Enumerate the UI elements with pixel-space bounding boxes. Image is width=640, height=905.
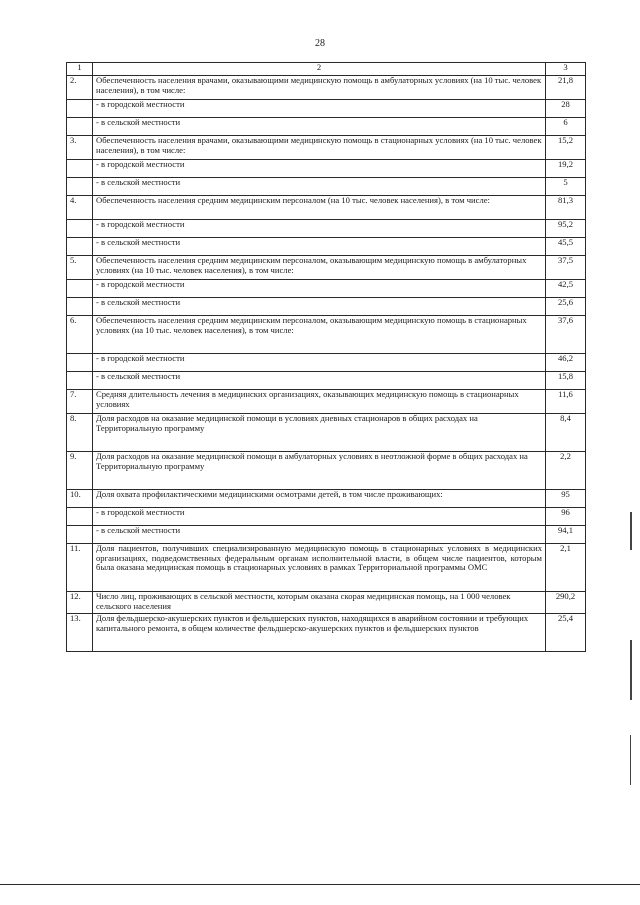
indicator-description: - в городской местности [93,100,546,118]
row-number [67,526,93,544]
indicator-value: 81,3 [546,196,586,220]
table-row [67,526,586,544]
row-number: 7. [67,390,93,414]
indicator-description: Доля пациентов, получивших специализированную медицинскую помощь в стационарных условиях в медицинских организациях, подведомственных федеральным органам исполнительной власти, в общем числе пациентов, которым была оказана медицинская помощь в стационарных условиях в рамках Территориальной программы ОМС [93,544,546,592]
indicator-value: 11,6 [546,390,586,414]
page-number: 28 [315,38,325,49]
row-number: 13. [67,614,93,652]
indicator-value: 46,2 [546,354,586,372]
indicator-value: 21,8 [546,76,586,100]
row-number: 5. [67,256,93,280]
indicator-description: - в сельской местности [93,298,546,316]
table-header-row [67,63,586,76]
row-number: 9. [67,452,93,490]
indicator-value: 37,6 [546,316,586,354]
indicator-description: Обеспеченность населения средним медицинским персоналом, оказывающим медицинскую помощь в амбулаторных условиях (на 10 тыс. человек населения), в том числе: [93,256,546,280]
table-row [67,544,586,592]
indicator-description: Обеспеченность населения врачами, оказывающими медицинскую помощь в амбулаторных условиях (на 10 тыс. человек населения), в том числе: [93,76,546,100]
indicator-value: 15,2 [546,136,586,160]
indicator-description: - в сельской местности [93,372,546,390]
row-number [67,118,93,136]
table-row [67,238,586,256]
indicator-description: Доля расходов на оказание медицинской помощи в амбулаторных условиях в неотложной форме в общих расходах на Территориальную программу [93,452,546,490]
row-number [67,280,93,298]
row-number [67,100,93,118]
scan-edge-mark [630,735,631,785]
row-number [67,178,93,196]
table-row [67,372,586,390]
indicator-description: Обеспеченность населения средним медицинским персоналом, оказывающим медицинскую помощь в стационарных условиях (на 10 тыс. человек населения), в том числе: [93,316,546,354]
table-row [67,592,586,614]
indicator-description: - в городской местности [93,280,546,298]
indicator-description: Доля фельдшерско-акушерских пунктов и фельдшерских пунктов, находящихся в аварийном состоянии и требующих капитального ремонта, в общем количестве фельдшерско-акушерских пунктов и фельдшерских пунктов [93,614,546,652]
indicator-description: - в городской местности [93,220,546,238]
indicator-value: 45,5 [546,238,586,256]
row-number: 3. [67,136,93,160]
table-row [67,118,586,136]
table-row [67,76,586,100]
header-col-3: 3 [546,63,586,76]
indicator-description: - в сельской местности [93,178,546,196]
indicator-description: Обеспеченность населения врачами, оказывающими медицинскую помощь в стационарных условиях (на 10 тыс. человек населения), в том числе: [93,136,546,160]
row-number [67,508,93,526]
indicator-value: 2,1 [546,544,586,592]
table-row [67,452,586,490]
row-number: 6. [67,316,93,354]
table-row [67,160,586,178]
row-number: 12. [67,592,93,614]
indicator-description: Средняя длительность лечения в медицинских организациях, оказывающих медицинскую помощь в стационарных условиях [93,390,546,414]
indicators-table [66,62,586,652]
indicator-description: - в сельской местности [93,526,546,544]
indicator-value: 2,2 [546,452,586,490]
row-number [67,160,93,178]
table-row [67,614,586,652]
indicator-value: 37,5 [546,256,586,280]
indicator-description: Обеспеченность населения средним медицинским персоналом (на 10 тыс. человек населения), в том числе: [93,196,546,220]
indicator-value: 95,2 [546,220,586,238]
indicator-value: 8,4 [546,414,586,452]
indicator-value: 28 [546,100,586,118]
indicator-value: 25,6 [546,298,586,316]
indicator-description: Доля охвата профилактическими медицинскими осмотрами детей, в том числе проживающих: [93,490,546,508]
row-number [67,238,93,256]
indicator-description: Доля расходов на оказание медицинской помощи в условиях дневных стационаров в общих расходах на Территориальную программу [93,414,546,452]
table-row [67,508,586,526]
indicator-value: 95 [546,490,586,508]
table-row [67,490,586,508]
table-row [67,298,586,316]
scan-edge-mark [630,640,632,700]
indicator-value: 25,4 [546,614,586,652]
table-row [67,220,586,238]
indicator-value: 5 [546,178,586,196]
table-row [67,100,586,118]
row-number [67,354,93,372]
indicator-description: - в городской местности [93,160,546,178]
header-col-1: 1 [67,63,93,76]
header-col-2: 2 [93,63,546,76]
indicator-value: 290,2 [546,592,586,614]
table-row [67,196,586,220]
indicator-value: 94,1 [546,526,586,544]
indicator-value: 19,2 [546,160,586,178]
table-row [67,136,586,160]
row-number [67,372,93,390]
indicator-value: 96 [546,508,586,526]
row-number: 2. [67,76,93,100]
row-number [67,298,93,316]
indicator-description: - в городской местности [93,508,546,526]
indicators-table-body [67,63,586,652]
indicator-value: 15,8 [546,372,586,390]
table-row [67,414,586,452]
table-row [67,316,586,354]
row-number: 11. [67,544,93,592]
table-row [67,178,586,196]
table-row [67,280,586,298]
table-row [67,256,586,280]
table-row [67,354,586,372]
indicator-description: Число лиц, проживающих в сельской местности, которым оказана скорая медицинская помощь, на 1 000 человек сельского населения [93,592,546,614]
table-row [67,390,586,414]
indicator-description: - в городской местности [93,354,546,372]
indicator-description: - в сельской местности [93,238,546,256]
scan-edge-mark [630,512,632,550]
row-number: 4. [67,196,93,220]
scan-bottom-line [0,884,640,885]
row-number [67,220,93,238]
row-number: 10. [67,490,93,508]
indicator-value: 6 [546,118,586,136]
indicator-value: 42,5 [546,280,586,298]
row-number: 8. [67,414,93,452]
indicator-description: - в сельской местности [93,118,546,136]
